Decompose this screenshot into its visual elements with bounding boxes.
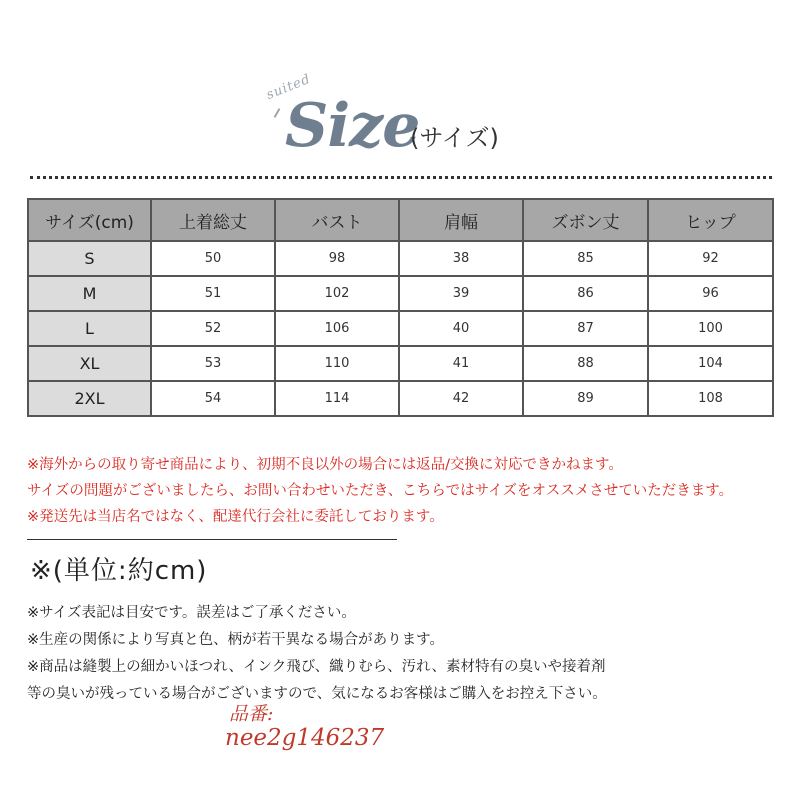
product-code	[225, 702, 384, 750]
header-hip: ヒップ	[648, 199, 773, 241]
table-row	[28, 346, 773, 381]
table-cell: 89	[523, 381, 648, 416]
table-cell: 98	[275, 241, 399, 276]
table-cell: 106	[275, 311, 399, 346]
disclaimer-line: ※サイズ表記は目安です。誤差はご了承ください。	[27, 605, 356, 621]
size-chart-table	[27, 198, 774, 417]
disclaimer-line: ※商品は縫製上の細かいほつれ、インク飛び、織りむら、汚れ、素材特有の臭いや接着剤	[27, 659, 606, 675]
notice-line: ※海外からの取り寄せ商品により、初期不良以外の場合には返品/交換に対応できかねます。	[27, 457, 623, 473]
table-cell: 86	[523, 276, 648, 311]
table-cell: 39	[399, 276, 523, 311]
size-cell: XL	[28, 346, 151, 381]
size-cell: 2XL	[28, 381, 151, 416]
table-cell: 54	[151, 381, 275, 416]
table-cell: 42	[399, 381, 523, 416]
header-size: サイズ(cm)	[28, 199, 151, 241]
size-cell: M	[28, 276, 151, 311]
table-header-row	[28, 199, 773, 241]
page-title: Size	[285, 91, 420, 161]
tagline-dash	[274, 108, 281, 118]
size-cell: L	[28, 311, 151, 346]
table-cell: 102	[275, 276, 399, 311]
product-code-label: 品番:	[229, 703, 274, 725]
table-cell: 87	[523, 311, 648, 346]
table-cell: 100	[648, 311, 773, 346]
table-cell: 52	[151, 311, 275, 346]
table-cell: 110	[275, 346, 399, 381]
table-cell: 88	[523, 346, 648, 381]
product-code-value: nee2g146237	[225, 725, 385, 751]
tagline: suited	[264, 71, 314, 103]
table-cell: 92	[648, 241, 773, 276]
table-row	[28, 241, 773, 276]
disclaimer-block	[27, 600, 787, 708]
dotted-divider	[30, 176, 772, 179]
table-cell: 108	[648, 381, 773, 416]
table-cell: 53	[151, 346, 275, 381]
notice-line: ※発送先は当店名ではなく、配達代行会社に委託しております。	[27, 509, 444, 525]
page-subtitle: (サイズ)	[410, 124, 499, 152]
disclaimer-line: 等の臭いが残っている場合がございますので、気になるお客様はご購入をお控え下さい。	[27, 686, 607, 702]
table-row	[28, 311, 773, 346]
header-bust: バスト	[275, 199, 399, 241]
table-row	[28, 381, 773, 416]
red-notice-block	[27, 452, 787, 530]
notes-divider	[27, 539, 397, 540]
table-cell: 40	[399, 311, 523, 346]
table-cell: 41	[399, 346, 523, 381]
header-jacket-length: 上着総丈	[151, 199, 275, 241]
header-pants-length: ズボン丈	[523, 199, 648, 241]
size-header	[0, 0, 800, 180]
size-cell: S	[28, 241, 151, 276]
table-cell: 38	[399, 241, 523, 276]
table-row	[28, 276, 773, 311]
table-cell: 51	[151, 276, 275, 311]
table-cell: 96	[648, 276, 773, 311]
notice-line: サイズの問題がございましたら、お問い合わせいただき、こちらではサイズをオススメさせていただきます。	[27, 483, 734, 499]
table-cell: 50	[151, 241, 275, 276]
header-shoulder: 肩幅	[399, 199, 523, 241]
disclaimer-line: ※生産の関係により写真と色、柄が若干異なる場合があります。	[27, 632, 444, 648]
table-cell: 104	[648, 346, 773, 381]
table-cell: 114	[275, 381, 399, 416]
table-cell: 85	[523, 241, 648, 276]
unit-heading: ※(単位:約cm)	[30, 556, 208, 586]
